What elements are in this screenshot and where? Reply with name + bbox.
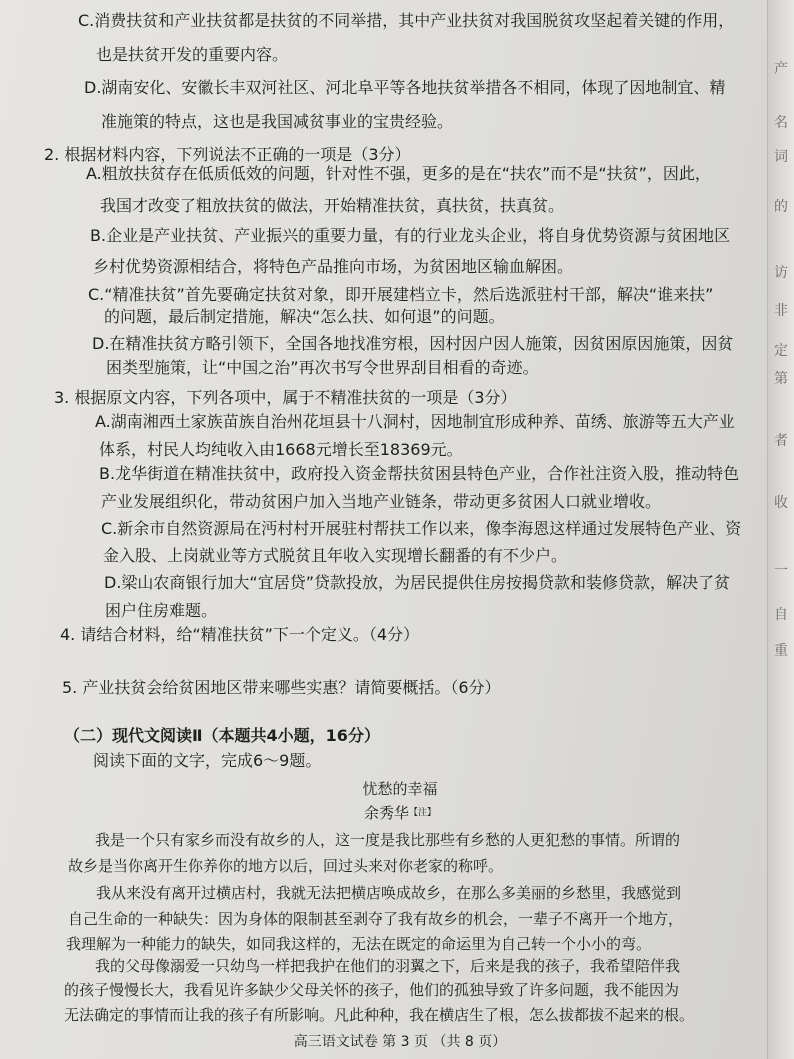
edge-char: 自 — [774, 607, 788, 623]
q2-option-b-line1: B.企业是产业扶贫、产业振兴的重要力量，有的行业龙头企业，将自身优势资源与贫困地区 — [90, 226, 731, 245]
q2-option-c-line1: C.“精准扶贫”首先要确定扶贫对象，即开展建档立卡，然后选派驻村干部，解决“谁来扶” — [88, 285, 714, 304]
q3-option-a-line1: A.湖南湘西土家族苗族自治州花垣县十八洞村，因地制宜形成种养、苗绣、旅游等五大产业 — [95, 412, 735, 431]
question-4: 4. 请结合材料，给“精准扶贫”下一个定义。（4分） — [60, 625, 420, 644]
question-3-stem: 3. 根据原文内容，下列各项中，属于不精准扶贫的一项是（3分） — [54, 388, 517, 407]
edge-char: 收 — [774, 495, 788, 511]
section-heading: （二）现代文阅读Ⅱ（本题共4小题，16分） — [64, 726, 380, 745]
article-author — [300, 802, 500, 824]
option-d-line2: 准施策的特点，这也是我国减贫事业的宝贵经验。 — [101, 112, 454, 131]
option-c-line1: C.消费扶贫和产业扶贫都是扶贫的不同举措，其中产业扶贫对我国脱贫攻坚起着关键的作用， — [78, 11, 735, 30]
q3-option-c-line1: C.新余市自然资源局在沔村村开展驻村帮扶工作以来，像李海恩这样通过发展特色产业、资 — [101, 519, 742, 538]
edge-char: 第 — [774, 371, 788, 387]
edge-char: 一 — [774, 563, 788, 579]
article-paragraph-3-line3: 无法确定的事情而让我的孩子有所影响。凡此种种，我在横店生了根，怎么拔都拔不起来的根。 — [64, 1006, 695, 1024]
q2-option-d-line2: 困类型施策，让“中国之治”再次书写令世界刮目相看的奇迹。 — [106, 358, 539, 377]
edge-char: 非 — [774, 303, 788, 319]
section-instruction: 阅读下面的文字，完成6～9题。 — [93, 751, 322, 770]
question-5: 5. 产业扶贫会给贫困地区带来哪些实惠？请简要概括。（6分） — [62, 678, 501, 697]
author-note-mark: 【注】 — [409, 808, 437, 818]
author-name: 余秀华 — [363, 804, 409, 822]
article-paragraph-2-line1: 我从来没有离开过横店村，我就无法把横店唤成故乡，在那么多美丽的乡愁里，我感觉到 — [96, 884, 682, 902]
article-paragraph-3-line2: 的孩子慢慢长大，我看见许多缺少父母关怀的孩子，他们的孤独导致了许多问题，我不能因为 — [64, 981, 680, 999]
q2-option-c-line2: 的问题，最后制定措施，解决“怎么扶、如何退”的问题。 — [104, 307, 505, 326]
q2-option-a-line1: A.粗放扶贫存在低质低效的问题，针对性不强，更多的是在“扶农”而不是“扶贫”，因此， — [86, 164, 711, 183]
option-c-line2: 也是扶贫开发的重要内容。 — [96, 45, 289, 64]
edge-char: 名 — [774, 115, 788, 131]
q3-option-d-line2: 困户住房难题。 — [105, 601, 218, 620]
edge-char: 重 — [774, 643, 788, 659]
q3-option-b-line2: 产业发展组织化，带动贫困户加入当地产业链条，带动更多贫困人口就业增收。 — [101, 492, 662, 511]
adjacent-page-edge — [767, 0, 794, 1059]
q2-option-a-line2: 我国才改变了粗放扶贫的做法，开始精准扶贫，真扶贫，扶真贫。 — [100, 196, 565, 215]
q2-option-d-line1: D.在精准扶贫方略引领下，全国各地找准穷根，因村因户因人施策，因贫困原因施策，因贫 — [92, 334, 734, 353]
option-d-line1: D.湖南安化、安徽长丰双河社区、河北阜平等各地扶贫举措各不相同，体现了因地制宜、精 — [84, 78, 726, 97]
edge-char: 定 — [774, 343, 788, 359]
edge-char: 产 — [774, 61, 788, 77]
article-paragraph-3-line1: 我的父母像溺爱一只幼鸟一样把我护在他们的羽翼之下，后来是我的孩子，我希望陪伴我 — [95, 957, 681, 975]
edge-char: 词 — [774, 149, 788, 165]
q2-option-b-line2: 乡村优势资源相结合，将特色产品推向市场，为贫困地区输血解困。 — [93, 257, 574, 276]
q3-option-d-line1: D.梁山农商银行加大“宜居贷”贷款投放，为居民提供住房按揭贷款和装修贷款，解决了贫 — [104, 573, 730, 592]
page-footer: 高三语文试卷 第 3 页 （共 8 页） — [293, 1034, 507, 1050]
article-paragraph-2-line3: 我理解为一种能力的缺失，如同我这样的，无法在既定的命运里为自己转一个小小的弯。 — [66, 935, 652, 953]
article-title: 忧愁的幸福 — [362, 780, 438, 798]
q3-option-a-line2: 体系，村民人均纯收入由1668元增长至18369元。 — [99, 440, 463, 459]
edge-char: 者 — [774, 433, 788, 449]
edge-char: 的 — [774, 199, 788, 215]
article-paragraph-2-line2: 自己生命的一种缺失：因为身体的限制甚至剥夺了我有故乡的机会，一辈子不离开一个地方， — [68, 910, 684, 928]
article-paragraph-1-line2: 故乡是当你离开生你养你的地方以后，回过头来对你老家的称呼。 — [68, 857, 504, 875]
q3-option-b-line1: B.龙华街道在精准扶贫中，政府投入资金帮扶贫困县特色产业，合作社注资入股，推动特色 — [99, 464, 740, 483]
q3-option-c-line2: 金入股、上岗就业等方式脱贫且年收入实现增长翻番的有不少户。 — [103, 546, 568, 565]
edge-char: 访 — [774, 265, 788, 281]
article-paragraph-1-line1: 我是一个只有家乡而没有故乡的人，这一度是我比那些有乡愁的人更犯愁的事情。所谓的 — [95, 831, 681, 849]
question-2-stem: 2. 根据材料内容，下列说法不正确的一项是（3分） — [44, 145, 411, 164]
